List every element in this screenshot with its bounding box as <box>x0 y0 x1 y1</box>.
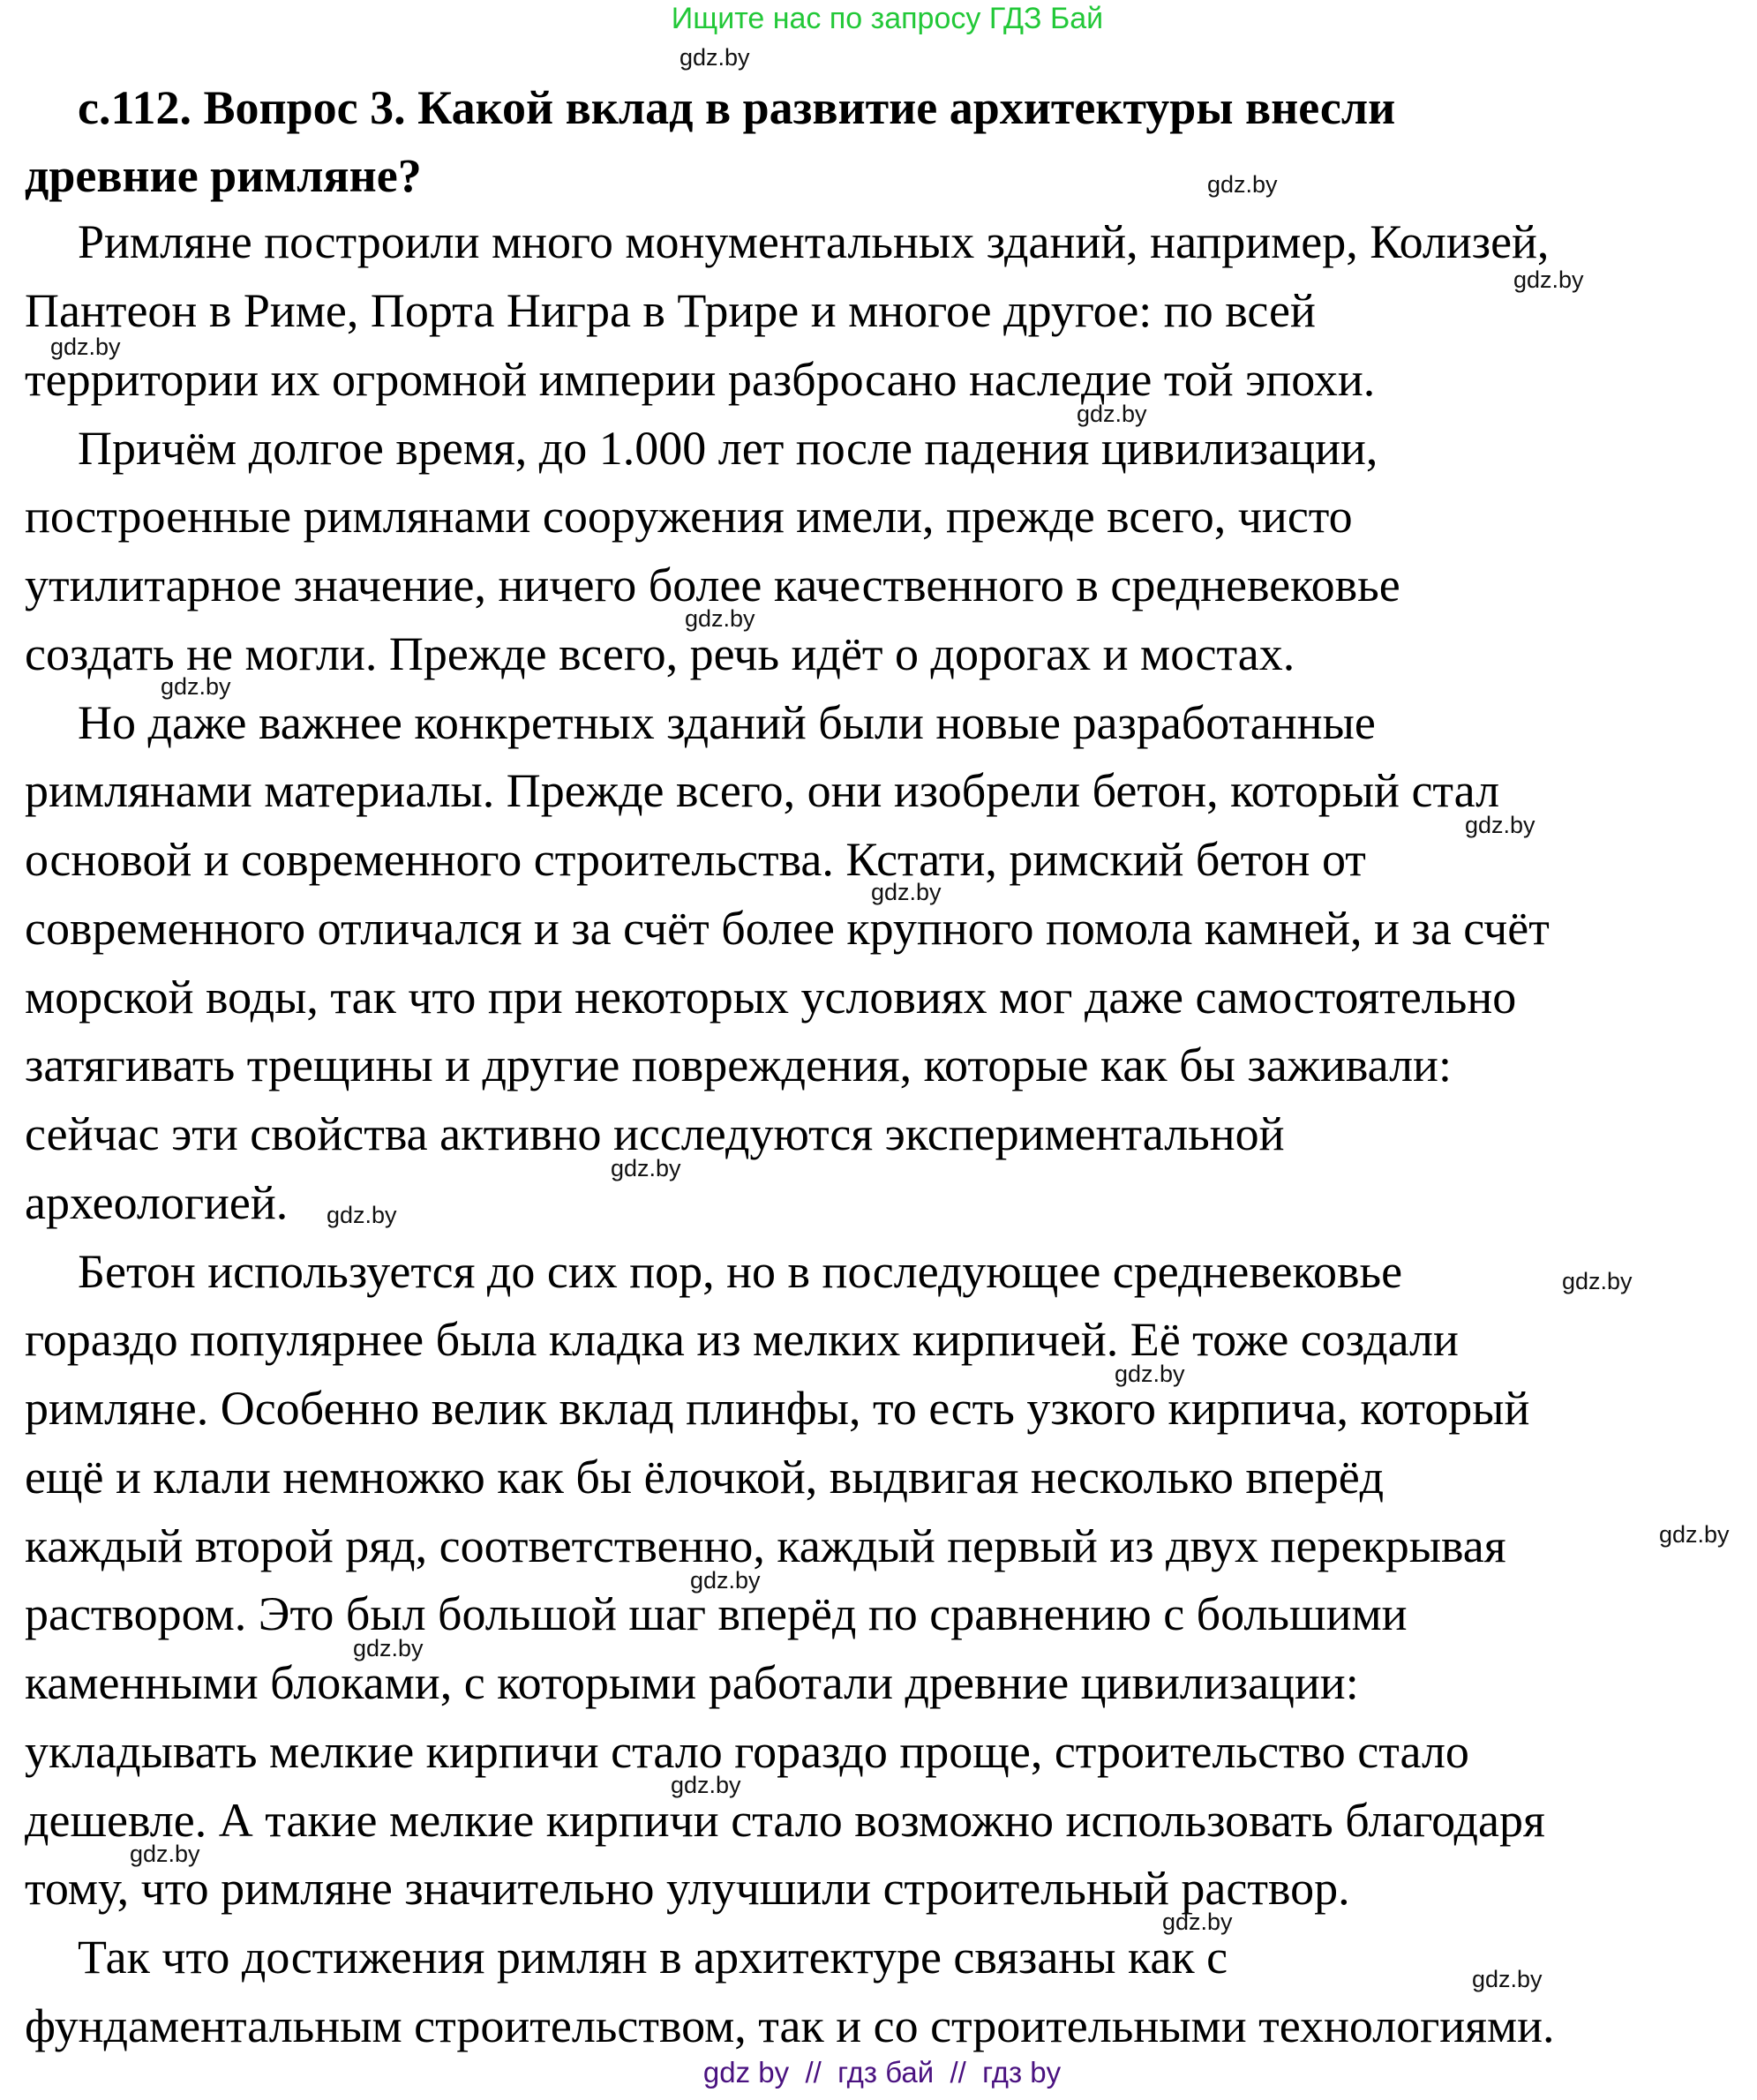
text-line: раствором. Это был большой шаг вперёд по сравнению с большими <box>25 1587 1408 1640</box>
text-line: Но даже важнее конкретных зданий были новые разработанные <box>78 696 1376 749</box>
question-heading-line-2: древние римляне? <box>25 149 422 202</box>
text-line: укладывать мелкие кирпичи стало гораздо проще, строительство стало <box>25 1725 1469 1778</box>
text-line: территории их огромной империи разбросано наследие той эпохи. <box>25 353 1376 406</box>
text-line: римлянами материалы. Прежде всего, они изобрели бетон, который стал <box>25 764 1500 817</box>
search-banner: Ищите нас по запросу ГДЗ Бай <box>671 2 1104 35</box>
watermark: gdz.by <box>1472 1966 1543 1992</box>
watermark: gdz.by <box>353 1635 424 1661</box>
text-line: гораздо популярнее была кладка из мелких кирпичей. Её тоже создали <box>25 1313 1459 1366</box>
text-line: римляне. Особенно велик вклад плинфы, то есть узкого кирпича, который <box>25 1382 1530 1435</box>
text-line: Причём долгое время, до 1.000 лет после падения цивилизации, <box>78 422 1378 475</box>
text-line: создать не могли. Прежде всего, речь идёт о дорогах и мостах. <box>25 627 1295 680</box>
text-line: Так что достижения римлян в архитектуре связаны как с <box>78 1931 1228 1984</box>
text-line: Римляне построили много монументальных зданий, например, Колизей, <box>78 215 1550 268</box>
watermark: gdz.by <box>161 673 231 700</box>
text-line: ещё и клали немножко как бы ёлочкой, выдвигая несколько вперёд <box>25 1451 1385 1504</box>
watermark: gdz.by <box>50 334 121 360</box>
watermark: gdz.by <box>327 1202 397 1228</box>
question-heading-line-1: с.112. Вопрос 3. Какой вклад в развитие архитектуры внесли <box>78 81 1396 134</box>
watermark: gdz.by <box>680 44 750 71</box>
text-line: основой и современного строительства. Кстати, римский бетон от <box>25 833 1366 886</box>
text-line: сейчас эти свойства активно исследуются экспериментальной <box>25 1107 1285 1160</box>
text-line: Бетон используется до сих пор, но в последующее средневековье <box>78 1245 1403 1298</box>
watermark: gdz.by <box>1513 266 1584 293</box>
text-line: каждый второй ряд, соответственно, каждый первый из двух перекрывая <box>25 1519 1506 1572</box>
watermark: gdz.by <box>1562 1268 1633 1294</box>
watermark: gdz.by <box>1077 401 1147 427</box>
text-line: морской воды, так что при некоторых условиях мог даже самостоятельно <box>25 971 1517 1024</box>
watermark: gdz.by <box>671 1772 741 1798</box>
watermark: gdz.by <box>1659 1521 1730 1548</box>
watermark: gdz.by <box>1465 812 1535 838</box>
text-line: построенные римлянами сооружения имели, прежде всего, чисто <box>25 490 1353 543</box>
text-line: тому, что римляне значительно улучшили строительный раствор. <box>25 1862 1350 1915</box>
watermark: gdz.by <box>1115 1361 1185 1387</box>
text-line: современного отличался и за счёт более крупного помола камней, и за счёт <box>25 902 1550 955</box>
text-line: фундаментальным строительством, так и со строительными технологиями. <box>25 1999 1555 2052</box>
footer-links: gdz by // гдз бай // гдз by <box>702 2056 1062 2089</box>
watermark: gdz.by <box>611 1155 681 1181</box>
watermark: gdz.by <box>690 1567 761 1594</box>
text-line: затягивать трещины и другие повреждения, которые как бы заживали: <box>25 1039 1452 1091</box>
watermark: gdz.by <box>1162 1909 1233 1935</box>
text-line: утилитарное значение, ничего более качественного в средневековье <box>25 559 1400 611</box>
watermark: gdz.by <box>685 605 755 632</box>
text-line: Пантеон в Риме, Порта Нигра в Трире и многое другое: по всей <box>25 284 1316 337</box>
text-line: археологией. <box>25 1176 289 1229</box>
watermark: gdz.by <box>1207 171 1278 198</box>
watermark: gdz.by <box>130 1841 200 1867</box>
text-line: дешевле. А такие мелкие кирпичи стало возможно использовать благодаря <box>25 1794 1545 1847</box>
watermark: gdz.by <box>871 879 942 905</box>
text-line: каменными блоками, с которыми работали древние цивилизации: <box>25 1656 1359 1709</box>
